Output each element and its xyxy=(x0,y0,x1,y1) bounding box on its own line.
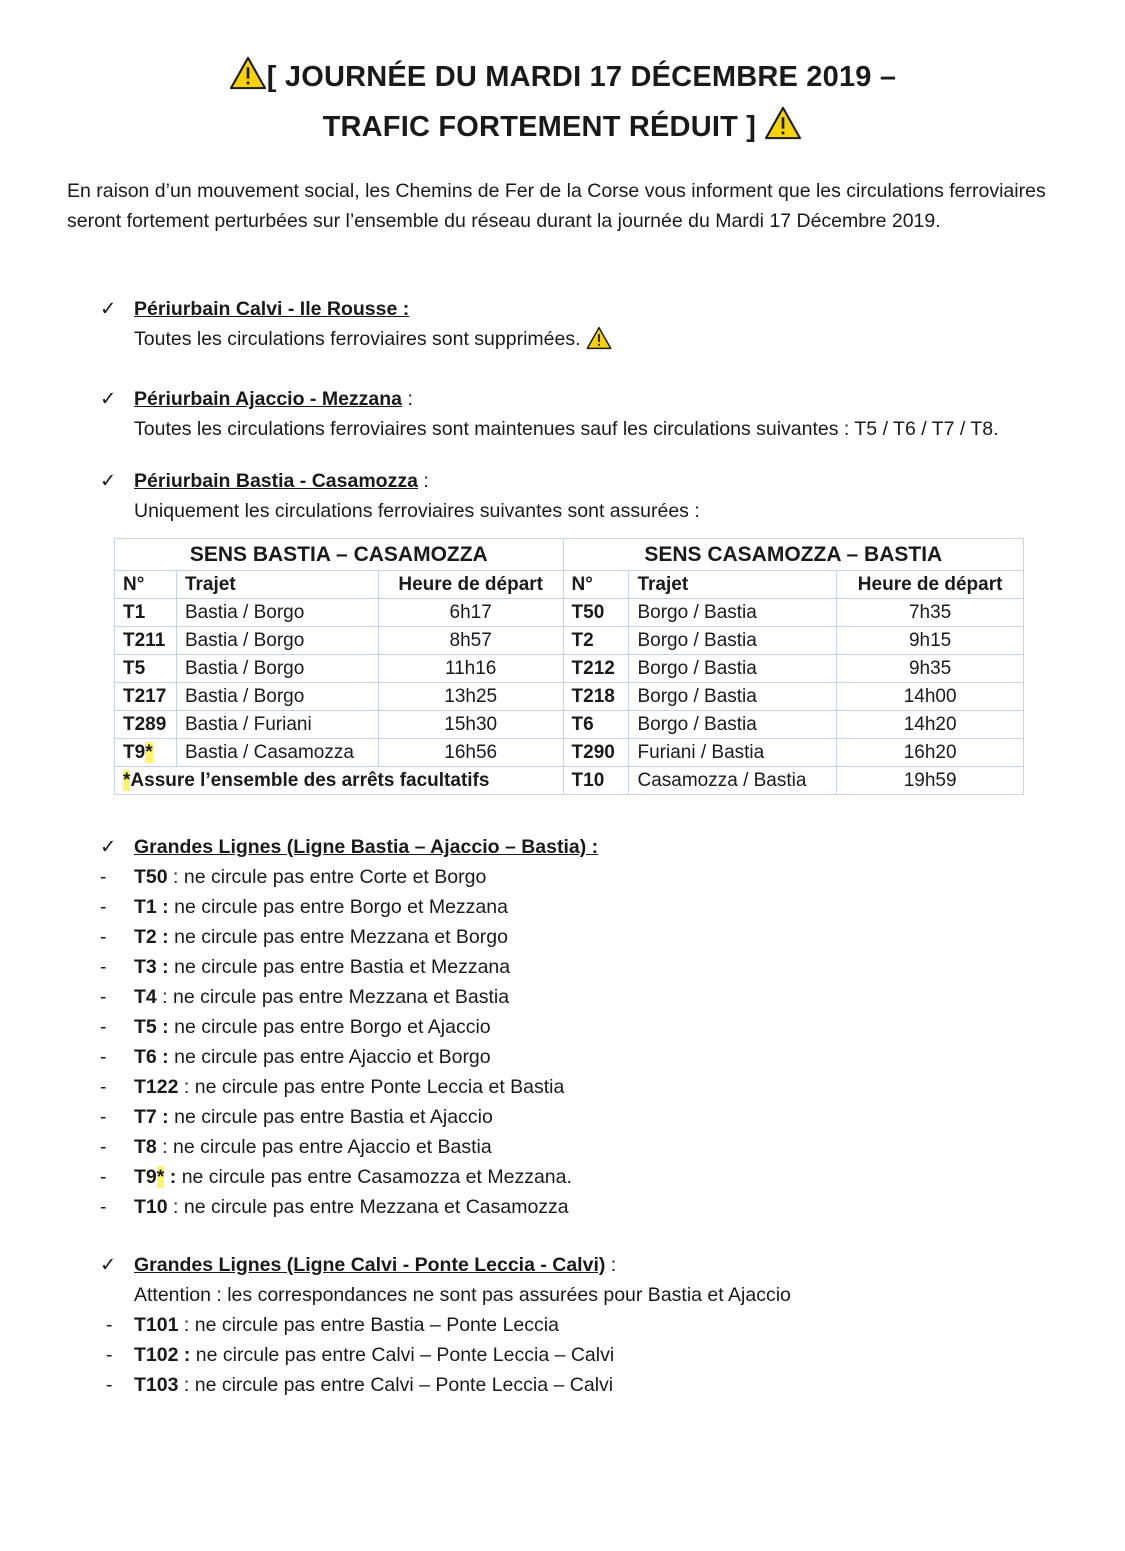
train-number: T10 xyxy=(563,767,629,795)
departure-time: 13h25 xyxy=(378,683,563,711)
list-item xyxy=(100,1102,598,1132)
departure-time: 14h20 xyxy=(837,711,1024,739)
train-number: T102 xyxy=(134,1344,179,1366)
list-item xyxy=(100,862,598,892)
dash-bullet: - xyxy=(106,1374,113,1396)
section-calvi-body: Toutes les circulations ferroviaires sont supprimées. xyxy=(134,328,581,350)
separator: : xyxy=(178,1374,195,1396)
section-grandes-lignes-calvi xyxy=(100,1250,791,1400)
separator: : xyxy=(178,1076,195,1098)
train-route: Furiani / Bastia xyxy=(629,739,837,767)
section-ajaccio-suffix: : xyxy=(402,388,413,410)
list-item xyxy=(100,1072,598,1102)
separator: : xyxy=(156,1016,175,1038)
dash-bullet: - xyxy=(100,1046,107,1068)
separator: : xyxy=(156,1046,175,1068)
title-text-1: [ JOURNÉE DU MARDI 17 DÉCEMBRE 2019 – xyxy=(266,61,897,93)
train-route: Bastia / Borgo xyxy=(176,599,378,627)
check-icon: ✓ xyxy=(100,1254,117,1276)
dash-bullet: - xyxy=(100,1196,107,1218)
dash-bullet: - xyxy=(100,1166,107,1188)
warning-triangle-icon xyxy=(229,56,267,90)
dash-bullet: - xyxy=(106,1314,113,1336)
separator: : xyxy=(167,1196,184,1218)
col-header-trajet: Trajet xyxy=(176,571,378,599)
train-number: T122 xyxy=(134,1076,179,1098)
item-text: ne circule pas entre Mezzana et Borgo xyxy=(174,926,508,948)
dash-bullet: - xyxy=(100,986,107,1008)
list-item xyxy=(100,1132,598,1162)
train-route: Borgo / Bastia xyxy=(629,683,837,711)
train-number: T50 xyxy=(563,599,629,627)
col-header-heure: Heure de départ xyxy=(837,571,1024,599)
highlight-star: * xyxy=(123,769,131,791)
item-text: ne circule pas entre Casamozza et Mezzana. xyxy=(181,1166,572,1188)
section-ajaccio-body: Toutes les circulations ferroviaires sont maintenues sauf les circulations suivantes : T5 / T6 / T7 / T8. xyxy=(134,418,999,440)
highlight-star: * xyxy=(156,1166,165,1188)
departure-time: 14h00 xyxy=(837,683,1024,711)
list-item xyxy=(100,922,598,952)
item-text: ne circule pas entre Bastia et Mezzana xyxy=(174,956,511,978)
check-icon: ✓ xyxy=(100,298,117,320)
section-gl2-title: Grandes Lignes (Ligne Calvi - Ponte Leccia - Calvi) xyxy=(134,1254,606,1276)
list-item xyxy=(100,952,598,982)
highlight-star: * xyxy=(145,741,153,763)
departure-time: 15h30 xyxy=(378,711,563,739)
list-item xyxy=(100,1310,791,1340)
table-row xyxy=(115,683,1024,711)
section-calvi-title: Périurbain Calvi - Ile Rousse : xyxy=(134,298,410,320)
dash-bullet: - xyxy=(100,1136,107,1158)
section-calvi xyxy=(100,294,612,354)
separator: : xyxy=(178,1344,196,1366)
separator: : xyxy=(156,1136,174,1158)
train-number: T7 xyxy=(134,1106,157,1128)
train-number: T101 xyxy=(134,1314,179,1336)
left-direction-heading: SENS BASTIA – CASAMOZZA xyxy=(115,539,564,571)
dash-bullet: - xyxy=(106,1344,113,1366)
table-row xyxy=(115,627,1024,655)
train-number: T212 xyxy=(563,655,629,683)
item-text: ne circule pas entre Mezzana et Casamozza xyxy=(183,1196,569,1218)
departure-time: 7h35 xyxy=(837,599,1024,627)
train-number: T218 xyxy=(563,683,629,711)
separator: : xyxy=(178,1314,195,1336)
section-grandes-lignes-bastia-ajaccio xyxy=(100,832,598,1222)
item-text: ne circule pas entre Borgo et Mezzana xyxy=(174,896,508,918)
col-header-no: N° xyxy=(115,571,177,599)
table-row xyxy=(115,599,1024,627)
list-item xyxy=(100,1042,598,1072)
train-number: T2 xyxy=(563,627,629,655)
title-text-2: TRAFIC FORTEMENT RÉDUIT ] xyxy=(322,111,757,143)
train-route: Borgo / Bastia xyxy=(629,599,837,627)
dash-bullet: - xyxy=(100,1076,107,1098)
train-route: Casamozza / Bastia xyxy=(629,767,837,795)
item-text: ne circule pas entre Calvi – Ponte Leccia – Calvi xyxy=(194,1374,614,1396)
separator: : xyxy=(156,986,174,1008)
separator: : xyxy=(156,896,175,918)
col-header-trajet: Trajet xyxy=(629,571,837,599)
col-header-heure: Heure de départ xyxy=(378,571,563,599)
train-number xyxy=(115,739,177,767)
separator: : xyxy=(156,926,175,948)
list-item xyxy=(100,982,598,1012)
section-bastia-body: Uniquement les circulations ferroviaires suivantes sont assurées : xyxy=(134,500,700,522)
train-number: T290 xyxy=(563,739,629,767)
item-text: ne circule pas entre Ajaccio et Borgo xyxy=(174,1046,491,1068)
separator: : xyxy=(156,956,175,978)
list-item xyxy=(100,1012,598,1042)
train-number: T211 xyxy=(115,627,177,655)
separator: : xyxy=(164,1166,182,1188)
warning-triangle-icon xyxy=(586,326,612,350)
col-header-no: N° xyxy=(563,571,629,599)
train-route: Borgo / Bastia xyxy=(629,627,837,655)
dash-bullet: - xyxy=(100,896,107,918)
section-gl2-note: Attention : les correspondances ne sont pas assurées pour Bastia et Ajaccio xyxy=(134,1284,791,1306)
train-route: Borgo / Bastia xyxy=(629,711,837,739)
table-footnote xyxy=(115,767,564,795)
train-route: Bastia / Borgo xyxy=(176,627,378,655)
train-number: T2 xyxy=(134,926,157,948)
warning-triangle-icon xyxy=(764,106,802,140)
train-number: T9 xyxy=(134,1166,157,1188)
section-bastia xyxy=(100,466,700,526)
item-text: ne circule pas entre Bastia et Ajaccio xyxy=(174,1106,493,1128)
check-icon: ✓ xyxy=(100,470,117,492)
section-gl2-suffix: : xyxy=(605,1254,617,1276)
dash-bullet: - xyxy=(100,1106,107,1128)
departure-time: 9h15 xyxy=(837,627,1024,655)
separator: : xyxy=(156,1106,175,1128)
table-row xyxy=(115,739,1024,767)
train-number: T8 xyxy=(134,1136,157,1158)
title-line-2 xyxy=(0,106,1125,144)
train-route: Bastia / Borgo xyxy=(176,683,378,711)
check-icon: ✓ xyxy=(100,836,117,858)
list-item xyxy=(100,1370,791,1400)
train-number: T6 xyxy=(563,711,629,739)
dash-bullet: - xyxy=(100,1016,107,1038)
train-number: T6 xyxy=(134,1046,157,1068)
departure-time: 11h16 xyxy=(378,655,563,683)
train-number: T5 xyxy=(134,1016,157,1038)
train-route: Bastia / Borgo xyxy=(176,655,378,683)
train-route: Bastia / Furiani xyxy=(176,711,378,739)
check-icon: ✓ xyxy=(100,388,117,410)
item-text: ne circule pas entre Borgo et Ajaccio xyxy=(174,1016,491,1038)
train-number-text: T9 xyxy=(123,741,146,763)
departure-time: 9h35 xyxy=(837,655,1024,683)
train-schedule-table xyxy=(114,538,1024,795)
train-number: T217 xyxy=(115,683,177,711)
section-gl1-title: Grandes Lignes (Ligne Bastia – Ajaccio – Bastia) : xyxy=(134,836,599,858)
list-item xyxy=(100,1192,598,1222)
list-item xyxy=(100,1340,791,1370)
departure-time: 16h56 xyxy=(378,739,563,767)
intro-paragraph: En raison d’un mouvement social, les Chemins de Fer de la Corse vous informent que les circulations ferroviaires seront fortement perturbées sur l’ensemble du réseau durant la journée du Mardi 17 Décembre 2019. xyxy=(67,180,1046,232)
table-header-row xyxy=(115,571,1024,599)
section-bastia-suffix: : xyxy=(417,470,429,492)
item-text: ne circule pas entre Calvi – Ponte Leccia – Calvi xyxy=(195,1344,615,1366)
item-text: ne circule pas entre Bastia – Ponte Leccia xyxy=(194,1314,559,1336)
train-route: Bastia / Casamozza xyxy=(176,739,378,767)
train-number: T103 xyxy=(134,1374,179,1396)
dash-bullet: - xyxy=(100,956,107,978)
section-ajaccio-title: Périurbain Ajaccio - Mezzana xyxy=(134,388,403,410)
dash-bullet: - xyxy=(100,866,107,888)
item-text: ne circule pas entre Ajaccio et Bastia xyxy=(173,1136,492,1158)
item-text: ne circule pas entre Ponte Leccia et Bastia xyxy=(194,1076,565,1098)
item-text: ne circule pas entre Corte et Borgo xyxy=(183,866,487,888)
train-number: T4 xyxy=(134,986,157,1008)
train-number: T1 xyxy=(115,599,177,627)
item-text: ne circule pas entre Mezzana et Bastia xyxy=(173,986,510,1008)
separator: : xyxy=(167,866,184,888)
departure-time: 6h17 xyxy=(378,599,563,627)
train-number: T1 xyxy=(134,896,157,918)
train-number: T3 xyxy=(134,956,157,978)
table-row xyxy=(115,711,1024,739)
table-direction-row xyxy=(115,539,1024,571)
title-line-1 xyxy=(0,56,1125,94)
departure-time: 19h59 xyxy=(837,767,1024,795)
train-number: T10 xyxy=(134,1196,168,1218)
table-row xyxy=(115,655,1024,683)
footnote-text: Assure l’ensemble des arrêts facultatifs xyxy=(130,769,490,791)
train-route: Borgo / Bastia xyxy=(629,655,837,683)
departure-time: 8h57 xyxy=(378,627,563,655)
list-item xyxy=(100,1162,598,1192)
section-ajaccio xyxy=(100,384,999,444)
dash-bullet: - xyxy=(100,926,107,948)
departure-time: 16h20 xyxy=(837,739,1024,767)
section-bastia-title: Périurbain Bastia - Casamozza xyxy=(134,470,418,492)
right-direction-heading: SENS CASAMOZZA – BASTIA xyxy=(563,539,1023,571)
list-item xyxy=(100,892,598,922)
train-number: T50 xyxy=(134,866,168,888)
train-number: T289 xyxy=(115,711,177,739)
table-row xyxy=(115,767,1024,795)
train-number: T5 xyxy=(115,655,177,683)
